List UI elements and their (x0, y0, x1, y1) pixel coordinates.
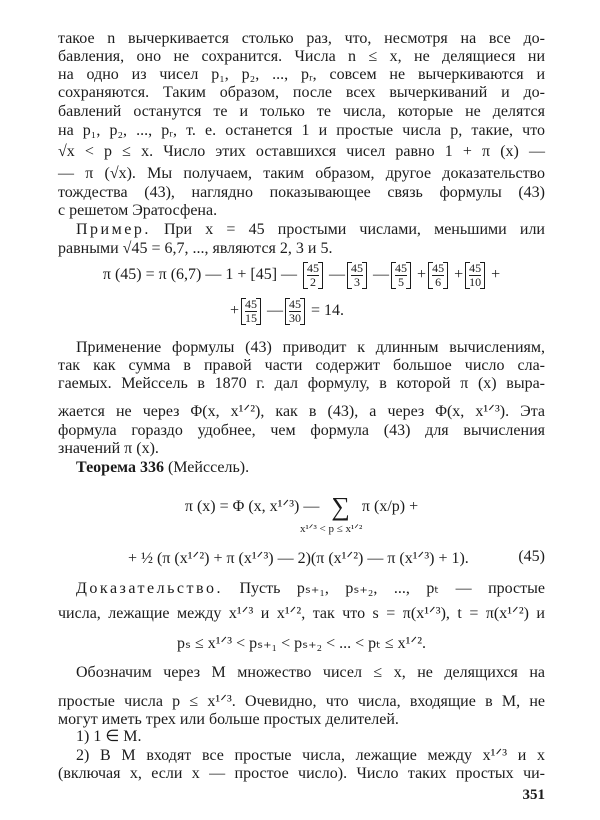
formula-example-line1 (58, 262, 545, 289)
bracket-term: + $\frac{45}{10}$ (454, 266, 487, 283)
equation-number: (45) (518, 548, 545, 565)
theorem-label: Теорема 336 (76, 459, 164, 476)
text-line: √x < p ≤ x. Число этих оставшихся чисел равно 1 + π (x) — (58, 143, 545, 160)
theorem-heading (76, 459, 545, 477)
proof-line (76, 580, 545, 598)
formula-45-line1 (58, 492, 545, 522)
bracket-term: + $\frac{45}{6}$ (417, 266, 450, 283)
text-line: Применение формулы (43) приводит к длинным вычислениям, (76, 339, 545, 356)
formula-operator: + (491, 266, 501, 284)
text-line: Обозначим через M множество чисел ≤ x, не делящихся на (76, 664, 545, 681)
text-line: — π (√x). Мы получаем, таким образом, другое доказательство (58, 165, 545, 182)
list-item: 2) В M входят все простые числа, лежащие между x¹ᐟ³ и x (76, 747, 545, 764)
text-line: с решетом Эратосфена. (58, 202, 218, 219)
bracket-term: — $\frac{45}{3}$ (329, 266, 369, 283)
text-line: тождества (43), наглядно показывающее связь формулы (43) (58, 184, 545, 201)
text-line: (включая x, если x — простое число). Число таких простых чи- (58, 765, 545, 782)
theorem-author: (Мейссель). (163, 459, 250, 476)
list-item: 1) 1 ∈ M. (76, 728, 142, 745)
example-label: Пример. (76, 221, 151, 238)
formula-part: π (x/p) + (361, 498, 419, 515)
text-line: на одно из чисел p₁, p₂, ..., pᵣ, совсем не вычеркиваются и (58, 66, 545, 83)
sum-limits: x¹ᐟ³ < p ≤ x¹ᐟ² (300, 523, 363, 535)
text-line: бавлений останутся те и только те числа, которые не делятся (58, 103, 545, 120)
proof-label: Доказательство. (76, 580, 223, 597)
bracket-term: — $\frac{45}{5}$ (373, 266, 413, 283)
formula-45-line2: + ½ (π (x¹ᐟ²) + π (x¹ᐟ³) — 2)(π (x¹ᐟ²) — π (x¹ᐟ³) + 1). (128, 550, 469, 567)
formula-lhs: π (45) = π (6,7) — 1 + [45] — (102, 266, 298, 284)
text-line: бавления, оно не сохранится. Числа n ≤ x, не делящиеся ни (58, 48, 545, 65)
formula-result: = 14. (311, 302, 345, 320)
text-line: сохраняются. Таким образом, после всех вычеркиваний и до- (58, 84, 545, 101)
text-line: такое n вычеркивается столько раз, что, несмотря на все до- (58, 30, 545, 47)
sum-symbol: ∑ (331, 492, 350, 521)
page-number: 351 (522, 787, 545, 803)
text-line: так как сумма в правой части содержит большое число сла- (58, 357, 545, 374)
text-line: числа, лежащие между x¹ᐟ³ и x¹ᐟ², так что s = π(x¹ᐟ³), t = π(x¹ᐟ²) и (58, 605, 545, 622)
formula-part: π (x) = Φ (x, x¹ᐟ³) — (184, 498, 320, 515)
proof-formula: pₛ ≤ x¹ᐟ³ < pₛ₊₁ < pₛ₊₂ < ... < pₜ ≤ x¹ᐟ². (176, 635, 427, 652)
bracket-term: + $\frac{45}{15}$ (230, 302, 263, 319)
text-line: формула гораздо удобнее, чем формула (43) для вычисления (58, 422, 545, 439)
text-line: значений π (x). (58, 440, 159, 457)
text-line: гаемых. Мейссель в 1870 г. дал формулу, в которой π (x) выра- (58, 375, 545, 392)
text-line: на p₁, p₂, ..., pᵣ, т. е. останется 1 и простые числа p, такие, что (58, 122, 545, 139)
text-line: жается не через Φ(x, x¹ᐟ²), как в (43), а через Φ(x, x¹ᐟ³). Эта (58, 403, 545, 420)
text-line: простые числа p ≤ x¹ᐟ³. Очевидно, что числа, входящие в M, не (58, 693, 545, 710)
example-line (76, 221, 545, 239)
text-line: равными √45 = 6,7, ..., являются 2, 3 и 5. (58, 240, 333, 257)
bracket-term: $\frac{45}{2}$ (301, 266, 325, 283)
bracket-term: — $\frac{45}{30}$ (267, 302, 307, 319)
text-line: могут иметь трех или больше простых делителей. (58, 711, 399, 728)
proof-text: Пусть pₛ₊₁, pₛ₊₂, ..., pₜ — простые (222, 580, 545, 597)
formula-example-line2 (230, 298, 344, 325)
example-text: При x = 45 простыми числами, меньшими или (150, 221, 545, 238)
